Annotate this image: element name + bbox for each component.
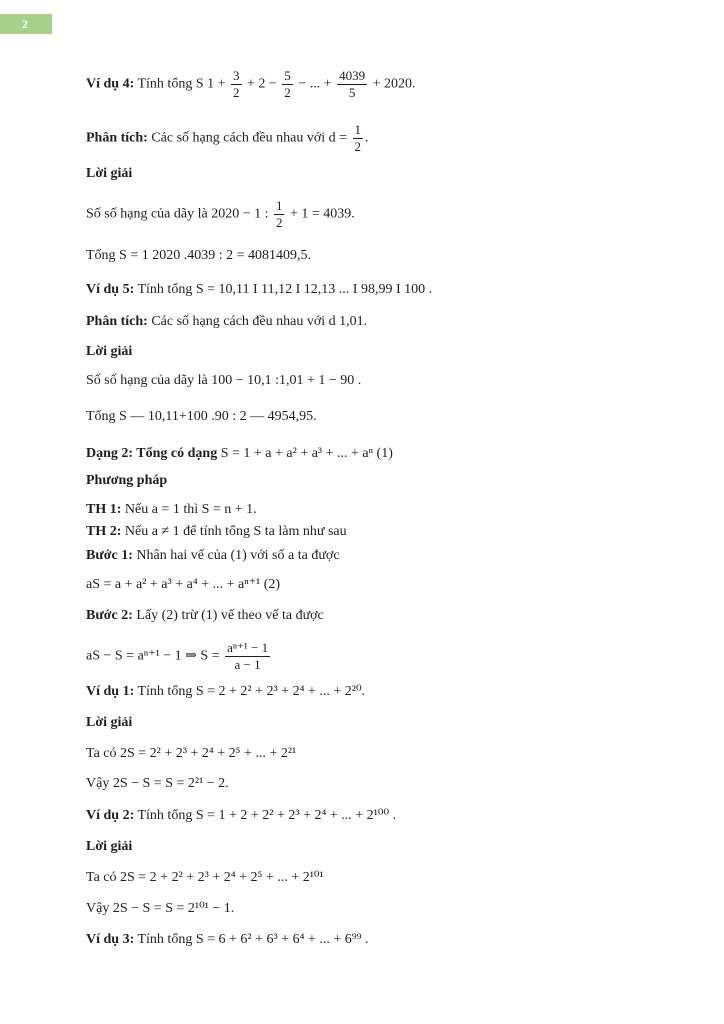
solution-line: Tổng S = 1 2020 .4039 : 2 = 4081409,5. (86, 248, 312, 263)
example-3 (86, 930, 369, 950)
example-text: Tính tổng S 1 + (137, 76, 229, 92)
solution-heading: Lời giải (86, 166, 133, 181)
step-text: Nhân hai vế của (1) với số a ta được (136, 548, 340, 563)
case-1 (86, 500, 257, 520)
method-heading: Phương pháp (86, 473, 168, 488)
step-text: Lấy (2) trừ (1) vế theo vế ta được (136, 608, 324, 623)
case-text: Nếu a ≠ 1 để tính tổng S ta làm như sau (124, 524, 347, 539)
solution-line: Ta có 2S = 2² + 2³ + 2⁴ + 2⁵ + ... + 2²¹ (86, 746, 297, 761)
formula-line: aS = a + a² + a³ + a⁴ + ... + aⁿ⁺¹ (2) (86, 577, 281, 592)
step-label: Bước 2: (86, 608, 133, 623)
example-text: Tính tổng S = 2 + 2² + 2³ + 2⁴ + ... + 2²⁰. (137, 684, 366, 699)
fraction: $\frac{1}{2}$ (275, 198, 283, 230)
analysis-label: Phân tích: (86, 130, 148, 146)
fraction: $\frac{5}{2}$ (284, 68, 291, 100)
section-formula: S = 1 + a + a² + a³ + ... + aⁿ (1) (220, 446, 393, 461)
analysis-1: Phân tích: Các số hạng cách đều nhau với d = $\frac{1}{2}$ . (86, 122, 369, 154)
formula-line: aS − S = aⁿ⁺¹ − 1 ⇒ S = $\frac{\text{aⁿ⁺¹ − 1}}{a - 1}$ (86, 640, 269, 672)
solution-line: Vậy 2S − S = S = 2¹⁰¹ − 1. (86, 901, 235, 916)
example-label: Ví dụ 1: (86, 684, 135, 699)
case-label: TH 1: (86, 502, 122, 517)
example-label: Ví dụ 3: (86, 932, 135, 947)
solution-line: Ta có 2S = 2 + 2² + 2³ + 2⁴ + 2⁵ + ... + 2¹⁰¹ (86, 870, 324, 885)
solution-line: Số số hạng của dãy là 2020 − 1 : $\frac{1}{2}$ + 1 = 4039. (86, 198, 355, 230)
example-text: Tính tổng S = 1 + 2 + 2² + 2³ + 2⁴ + ... + 2¹⁰⁰ . (137, 808, 397, 823)
case-label: TH 2: (86, 524, 122, 539)
example-label: Ví dụ 5: (86, 282, 135, 297)
page-number: 2 (0, 14, 52, 34)
analysis-label: Phân tích: (86, 314, 148, 329)
section-heading (86, 444, 393, 464)
fraction: $\frac{4039}{5}$ (339, 68, 366, 100)
example-2 (86, 806, 396, 826)
step-2 (86, 606, 324, 626)
example-text: Tính tổng S = 10,11 I 11,12 I 12,13 ... I 98,99 I 100 . (137, 282, 433, 297)
example-text: Tính tổng S = 6 + 6² + 6³ + 6⁴ + ... + 6⁹⁹ . (137, 932, 369, 947)
example-5 (86, 280, 432, 300)
example-1 (86, 682, 365, 702)
solution-line: Vậy 2S − S = S = 2²¹ − 2. (86, 776, 229, 791)
fraction: $\frac{1}{2}$ (354, 122, 362, 154)
step-label: Bước 1: (86, 548, 133, 563)
example-label: Ví dụ 2: (86, 808, 135, 823)
example-4: Ví dụ 4: Tính tổng S 1 + $\frac{3}{2}$ + 2 − $\frac{5}{2}$ − ... + $\frac{4039}{5}$ + 2020. (86, 68, 416, 100)
analysis-text: Các số hạng cách đều nhau với d 1,01. (151, 314, 368, 329)
solution-heading: Lời giải (86, 715, 133, 730)
step-1 (86, 546, 340, 566)
solution-heading: Lời giải (86, 344, 133, 359)
case-2 (86, 522, 347, 542)
solution-heading: Lời giải (86, 839, 133, 854)
analysis-text: Các số hạng cách đều nhau với d = (151, 130, 351, 146)
section-label: Dạng 2: Tổng có dạng (86, 446, 218, 461)
example-label: Ví dụ 4: (86, 76, 135, 92)
solution-line: Số số hạng của dãy là 100 − 10,1 :1,01 + 1 − 90 . (86, 373, 362, 388)
fraction: $\frac{3}{2}$ (233, 68, 240, 100)
solution-line: Tổng S — 10,11+100 .90 : 2 — 4954,95. (86, 409, 317, 424)
fraction: $\frac{\text{aⁿ⁺¹ − 1}}{a - 1}$ (227, 640, 269, 672)
analysis-2 (86, 312, 367, 332)
case-text: Nếu a = 1 thì S = n + 1. (124, 502, 257, 517)
